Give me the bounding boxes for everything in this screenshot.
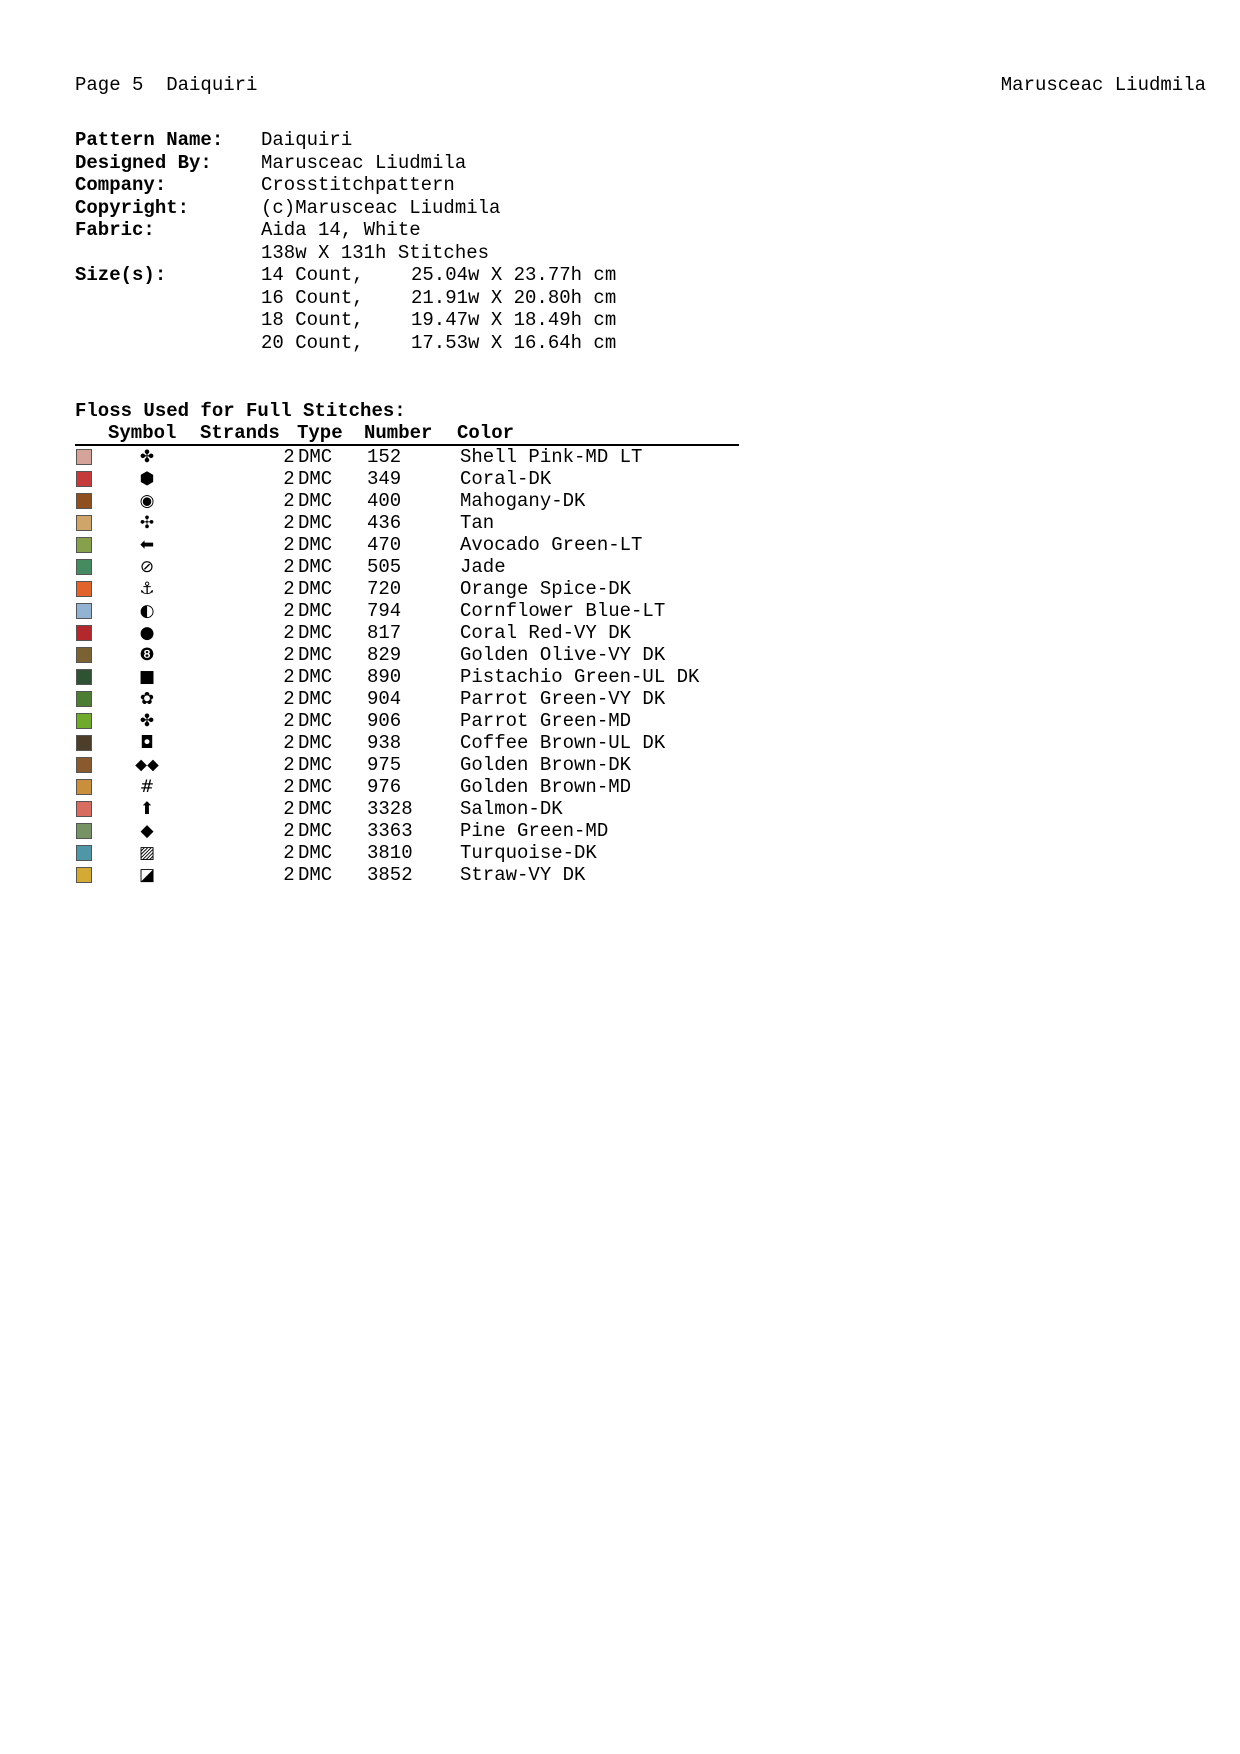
floss-row bbox=[75, 534, 739, 556]
color-swatch bbox=[76, 471, 92, 487]
floss-strands: 2 bbox=[283, 644, 295, 666]
floss-type: DMC bbox=[298, 534, 333, 556]
floss-strands: 2 bbox=[283, 710, 295, 732]
floss-number: 400 bbox=[367, 490, 402, 512]
size-count: 18 Count, bbox=[261, 309, 364, 331]
pattern-info bbox=[75, 129, 616, 354]
floss-number: 938 bbox=[367, 732, 402, 754]
size-dimensions: 19.47w X 18.49h cm bbox=[411, 309, 617, 331]
size-count: 14 Count, bbox=[261, 264, 364, 286]
floss-strands: 2 bbox=[283, 776, 295, 798]
floss-color-name: Straw-VY DK bbox=[460, 864, 586, 886]
floss-color-name: Golden Brown-MD bbox=[460, 776, 632, 798]
floss-color-name: Cornflower Blue-LT bbox=[460, 600, 666, 622]
copyright-label: Copyright: bbox=[75, 196, 190, 219]
floss-color-name: Pistachio Green-UL DK bbox=[460, 666, 700, 688]
floss-strands: 2 bbox=[283, 490, 295, 512]
filled-circle-icon: ● bbox=[139, 623, 155, 643]
color-swatch bbox=[76, 625, 92, 641]
floss-type: DMC bbox=[298, 864, 333, 886]
floss-number: 890 bbox=[367, 666, 402, 688]
designed-by-value: Marusceac Liudmila bbox=[261, 151, 467, 174]
floss-color-name: Parrot Green-VY DK bbox=[460, 688, 666, 710]
floss-number: 470 bbox=[367, 534, 402, 556]
floss-type: DMC bbox=[298, 556, 333, 578]
floss-color-name: Coral-DK bbox=[460, 468, 552, 490]
color-swatch bbox=[76, 845, 92, 861]
floss-row bbox=[75, 468, 739, 490]
page-header-right: Marusceac Liudmila bbox=[1000, 74, 1206, 96]
floss-color-name: Tan bbox=[460, 512, 495, 534]
floss-number: 906 bbox=[367, 710, 402, 732]
size-count: 16 Count, bbox=[261, 286, 364, 309]
fabric-value: Aida 14, White bbox=[261, 219, 421, 241]
anchor-icon: ⚓ bbox=[139, 579, 155, 599]
floss-type: DMC bbox=[298, 666, 333, 688]
floss-number: 349 bbox=[367, 468, 402, 490]
color-swatch bbox=[76, 779, 92, 795]
floss-color-name: Shell Pink-MD LT bbox=[460, 446, 643, 468]
hexagon-icon: ⬢ bbox=[139, 469, 155, 489]
floss-number: 436 bbox=[367, 512, 402, 534]
color-swatch bbox=[76, 735, 92, 751]
floss-type: DMC bbox=[298, 754, 333, 776]
fabric-label: Fabric: bbox=[75, 219, 155, 241]
floss-color-name: Orange Spice-DK bbox=[460, 578, 632, 600]
hash-icon: # bbox=[139, 777, 155, 797]
floss-number: 976 bbox=[367, 776, 402, 798]
floss-rows bbox=[75, 446, 739, 886]
floss-strands: 2 bbox=[283, 578, 295, 600]
header-color: Color bbox=[457, 422, 515, 444]
floss-color-name: Parrot Green-MD bbox=[460, 710, 632, 732]
floss-strands: 2 bbox=[283, 556, 295, 578]
floss-row bbox=[75, 710, 739, 732]
floss-strands: 2 bbox=[283, 622, 295, 644]
header-strands: Strands bbox=[200, 422, 280, 444]
floss-strands: 2 bbox=[283, 842, 295, 864]
stitches-row bbox=[75, 242, 616, 265]
color-swatch bbox=[76, 493, 92, 509]
floss-number: 152 bbox=[367, 446, 402, 468]
company-label: Company: bbox=[75, 174, 167, 196]
sizes-label: Size(s): bbox=[75, 264, 167, 286]
floss-number: 720 bbox=[367, 578, 402, 600]
double-diamond-icon: ⬥⬥ bbox=[135, 755, 159, 775]
color-swatch bbox=[76, 647, 92, 663]
floss-row bbox=[75, 600, 739, 622]
color-swatch bbox=[76, 449, 92, 465]
stitches-value: 138w X 131h Stitches bbox=[261, 241, 490, 264]
floss-strands: 2 bbox=[283, 688, 295, 710]
color-swatch bbox=[76, 757, 92, 773]
floss-row bbox=[75, 490, 739, 512]
floss-type: DMC bbox=[298, 644, 333, 666]
color-swatch bbox=[76, 559, 92, 575]
color-swatch bbox=[76, 603, 92, 619]
floss-number: 505 bbox=[367, 556, 402, 578]
designed-by-label: Designed By: bbox=[75, 151, 212, 174]
floss-type: DMC bbox=[298, 468, 333, 490]
size-count: 20 Count, bbox=[261, 331, 364, 354]
floss-color-name: Avocado Green-LT bbox=[460, 534, 643, 556]
company-row bbox=[75, 174, 616, 197]
hatched-square-icon: ▨ bbox=[138, 843, 156, 863]
floss-table bbox=[75, 400, 739, 886]
floss-type: DMC bbox=[298, 688, 333, 710]
floss-type: DMC bbox=[298, 820, 333, 842]
header-number: Number bbox=[364, 422, 433, 444]
floss-type: DMC bbox=[298, 776, 333, 798]
floss-title: Floss Used for Full Stitches: bbox=[75, 400, 406, 422]
cross-flower-outline-icon: ✤ bbox=[139, 447, 155, 467]
color-swatch bbox=[76, 537, 92, 553]
floss-type: DMC bbox=[298, 490, 333, 512]
floss-row bbox=[75, 666, 739, 688]
floss-color-name: Golden Olive-VY DK bbox=[460, 644, 666, 666]
floss-number: 3363 bbox=[367, 820, 413, 842]
floss-row bbox=[75, 512, 739, 534]
four-dot-cross-icon: ✣ bbox=[139, 513, 155, 533]
floss-strands: 2 bbox=[283, 666, 295, 688]
square-with-hole-icon: ◘ bbox=[140, 733, 154, 753]
floss-strands: 2 bbox=[283, 732, 295, 754]
color-swatch bbox=[76, 801, 92, 817]
floss-number: 904 bbox=[367, 688, 402, 710]
floss-type: DMC bbox=[298, 578, 333, 600]
floss-strands: 2 bbox=[283, 512, 295, 534]
flower-icon: ✿ bbox=[139, 689, 155, 709]
floss-row bbox=[75, 644, 739, 666]
floss-row bbox=[75, 578, 739, 600]
designed-by-row bbox=[75, 152, 616, 175]
arrow-left-icon: ⬅ bbox=[139, 535, 155, 555]
floss-strands: 2 bbox=[283, 534, 295, 556]
size-row bbox=[75, 287, 616, 310]
size-dimensions: 21.91w X 20.80h cm bbox=[411, 286, 617, 309]
fabric-row bbox=[75, 219, 616, 242]
pattern-name-value: Daiquiri bbox=[261, 129, 353, 151]
floss-row bbox=[75, 688, 739, 710]
crescent-icon: ◐ bbox=[139, 601, 155, 621]
pattern-name-row bbox=[75, 129, 616, 152]
floss-color-name: Salmon-DK bbox=[460, 798, 563, 820]
floss-color-name: Pine Green-MD bbox=[460, 820, 609, 842]
size-row bbox=[75, 309, 616, 332]
floss-number: 794 bbox=[367, 600, 402, 622]
size-row bbox=[75, 332, 616, 355]
ring-icon: ◉ bbox=[139, 491, 155, 511]
color-swatch bbox=[76, 669, 92, 685]
floss-color-name: Turquoise-DK bbox=[460, 842, 597, 864]
floss-color-name: Coffee Brown-UL DK bbox=[460, 732, 666, 754]
floss-type: DMC bbox=[298, 842, 333, 864]
size-dimensions: 17.53w X 16.64h cm bbox=[411, 331, 617, 354]
company-value: Crosstitchpattern bbox=[261, 174, 455, 196]
floss-number: 975 bbox=[367, 754, 402, 776]
floss-type: DMC bbox=[298, 512, 333, 534]
arrow-up-icon: ⬆ bbox=[139, 799, 155, 819]
floss-table-header bbox=[75, 422, 739, 446]
floss-strands: 2 bbox=[283, 820, 295, 842]
floss-type: DMC bbox=[298, 622, 333, 644]
floss-type: DMC bbox=[298, 798, 333, 820]
floss-number: 817 bbox=[367, 622, 402, 644]
color-swatch bbox=[76, 823, 92, 839]
color-swatch bbox=[76, 581, 92, 597]
floss-strands: 2 bbox=[283, 446, 295, 468]
header-type: Type bbox=[297, 422, 343, 444]
color-swatch bbox=[76, 515, 92, 531]
floss-type: DMC bbox=[298, 732, 333, 754]
slashed-circle-icon: ⊘ bbox=[139, 557, 155, 577]
floss-row bbox=[75, 842, 739, 864]
copyright-value: (c)Marusceac Liudmila bbox=[261, 196, 501, 219]
floss-number: 3810 bbox=[367, 842, 413, 864]
half-filled-square-icon: ◪ bbox=[138, 865, 156, 885]
filled-square-icon: ■ bbox=[138, 667, 156, 687]
clover-icon: ✤ bbox=[139, 711, 155, 731]
floss-type: DMC bbox=[298, 600, 333, 622]
floss-number: 3852 bbox=[367, 864, 413, 886]
floss-strands: 2 bbox=[283, 468, 295, 490]
floss-row bbox=[75, 556, 739, 578]
floss-row bbox=[75, 732, 739, 754]
filled-diamond-icon: ◆ bbox=[140, 821, 154, 841]
floss-strands: 2 bbox=[283, 600, 295, 622]
floss-number: 829 bbox=[367, 644, 402, 666]
floss-number: 3328 bbox=[367, 798, 413, 820]
color-swatch bbox=[76, 867, 92, 883]
floss-color-name: Jade bbox=[460, 556, 506, 578]
floss-color-name: Mahogany-DK bbox=[460, 490, 586, 512]
page-header-left: Page 5 Daiquiri bbox=[75, 74, 258, 96]
sizes-list bbox=[75, 264, 616, 354]
floss-row bbox=[75, 864, 739, 886]
floss-strands: 2 bbox=[283, 754, 295, 776]
pattern-name-label: Pattern Name: bbox=[75, 129, 224, 151]
floss-row bbox=[75, 446, 739, 468]
floss-row bbox=[75, 776, 739, 798]
floss-row bbox=[75, 798, 739, 820]
color-swatch bbox=[76, 713, 92, 729]
floss-row bbox=[75, 754, 739, 776]
floss-color-name: Golden Brown-DK bbox=[460, 754, 632, 776]
floss-row bbox=[75, 820, 739, 842]
floss-type: DMC bbox=[298, 446, 333, 468]
header-symbol: Symbol bbox=[108, 422, 177, 444]
size-row bbox=[75, 264, 616, 287]
floss-row bbox=[75, 622, 739, 644]
size-dimensions: 25.04w X 23.77h cm bbox=[411, 264, 617, 286]
number-eight-circle-icon: ❽ bbox=[139, 645, 155, 665]
floss-color-name: Coral Red-VY DK bbox=[460, 622, 632, 644]
floss-type: DMC bbox=[298, 710, 333, 732]
color-swatch bbox=[76, 691, 92, 707]
floss-strands: 2 bbox=[283, 798, 295, 820]
copyright-row bbox=[75, 197, 616, 220]
floss-strands: 2 bbox=[283, 864, 295, 886]
